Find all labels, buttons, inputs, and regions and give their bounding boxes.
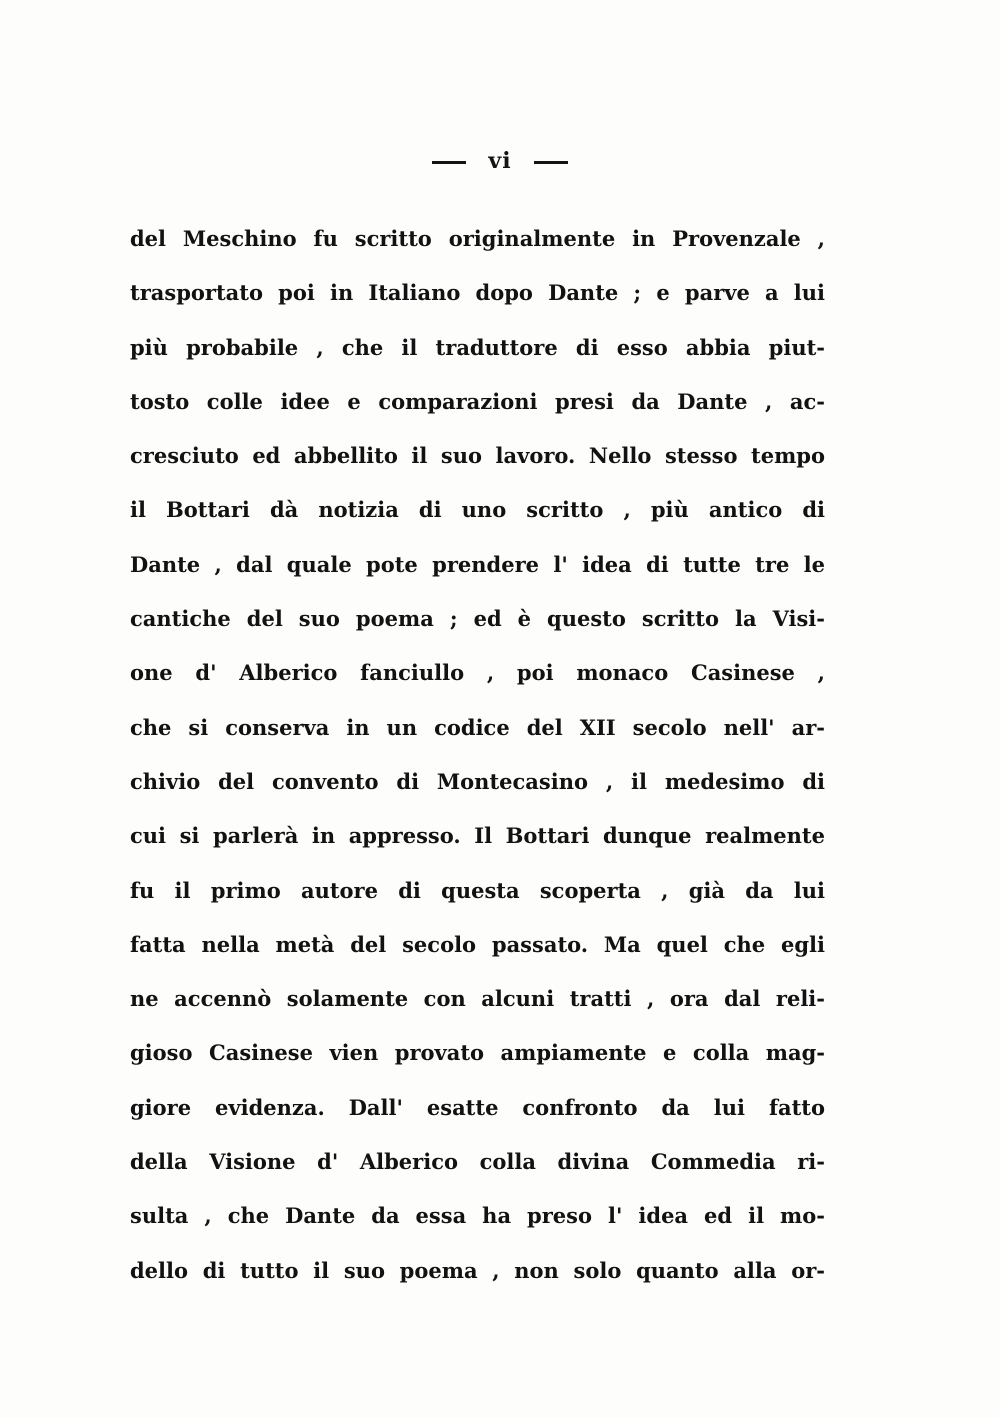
text-line: più probabile , che il traduttore di esso abbia piut- bbox=[130, 334, 825, 360]
text-line: Dante , dal quale pote prendere l' idea di tutte tre le bbox=[130, 551, 825, 577]
text-line: cresciuto ed abbellito il suo lavoro. Nello stesso tempo bbox=[130, 443, 825, 469]
page-number: vi bbox=[488, 148, 512, 174]
text-line: giore evidenza. Dall' esatte confronto da lui fatto bbox=[130, 1094, 825, 1120]
text-line: cantiche del suo poema ; ed è questo scritto la Visi- bbox=[130, 606, 825, 632]
page-body-text bbox=[130, 212, 825, 1298]
text-line: che si conserva in un codice del XII secolo nell' ar- bbox=[130, 714, 825, 740]
header-right-dash bbox=[534, 161, 568, 164]
text-line: one d' Alberico fanciullo , poi monaco Casinese , bbox=[130, 660, 825, 686]
text-line: del Meschino fu scritto originalmente in Provenzale , bbox=[130, 226, 825, 251]
text-line: cui si parlerà in appresso. Il Bottari dunque realmente bbox=[130, 823, 825, 849]
text-line: fatta nella metà del secolo passato. Ma quel che egli bbox=[130, 931, 825, 957]
text-line: chivio del convento di Montecasino , il medesimo di bbox=[130, 768, 825, 794]
text-line: tosto colle idee e comparazioni presi da Dante , ac- bbox=[130, 388, 825, 414]
text-line: sulta , che Dante da essa ha preso l' idea ed il mo- bbox=[130, 1203, 825, 1229]
header-left-dash bbox=[432, 161, 466, 164]
text-line: gioso Casinese vien provato ampiamente e colla mag- bbox=[130, 1040, 825, 1066]
text-line: il Bottari dà notizia di uno scritto , più antico di bbox=[130, 497, 825, 523]
text-line: trasportato poi in Italiano dopo Dante ; e parve a lui bbox=[130, 280, 825, 306]
page-header bbox=[0, 148, 1000, 174]
text-line: fu il primo autore di questa scoperta , già da lui bbox=[130, 877, 825, 903]
text-line: della Visione d' Alberico colla divina Commedia ri- bbox=[130, 1149, 825, 1175]
text-line: ne accennò solamente con alcuni tratti , ora dal reli- bbox=[130, 986, 825, 1012]
text-line: dello di tutto il suo poema , non solo quanto alla or- bbox=[130, 1257, 825, 1283]
